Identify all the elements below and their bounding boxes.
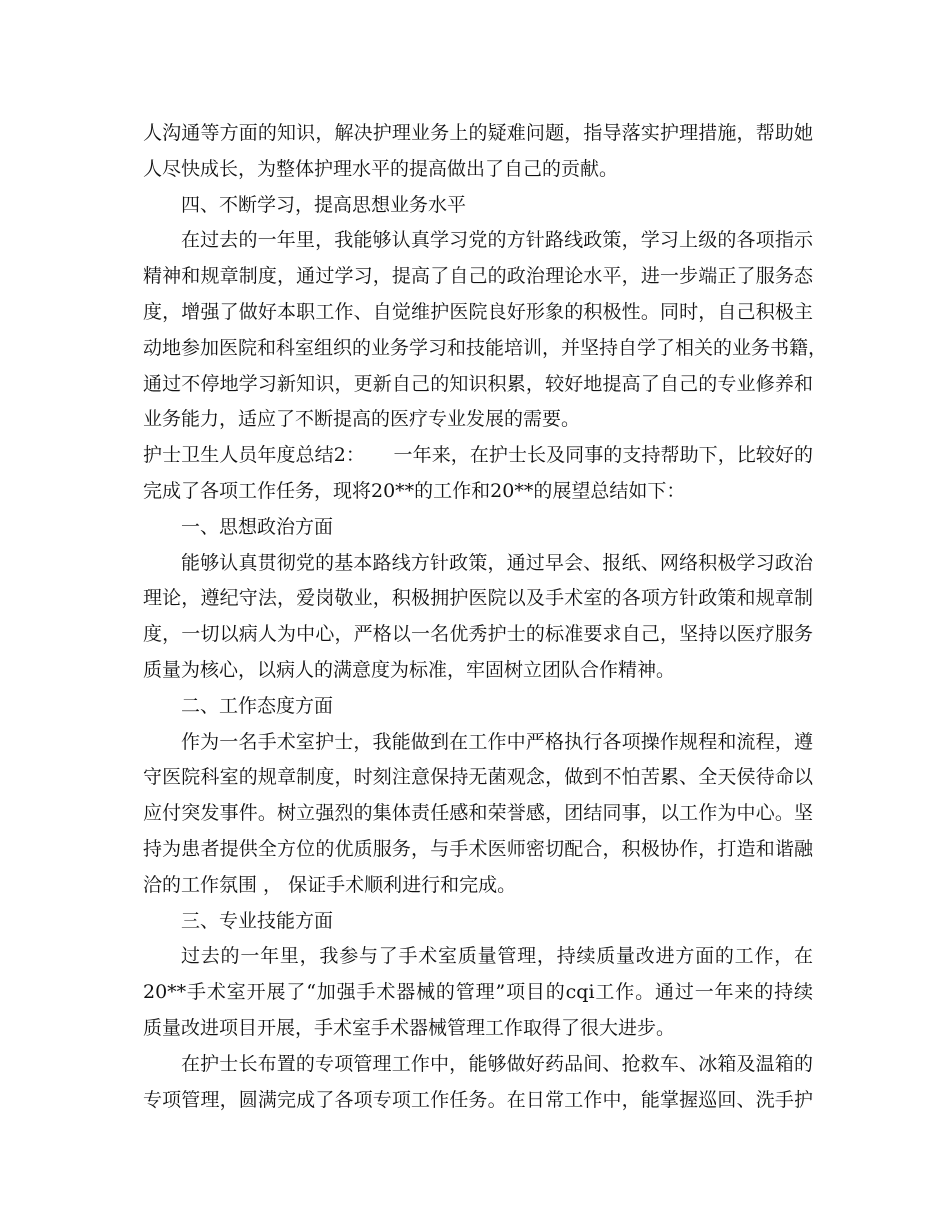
text-line: 完成了各项工作任务，现将20**的工作和20**的展望总结如下： bbox=[143, 479, 686, 502]
section-heading: 三、专业技能方面 bbox=[181, 909, 334, 932]
text-line: 度，一切以病人为中心，严格以一名优秀护士的标准要求自己，坚持以医疗服务 bbox=[143, 623, 813, 646]
text-line: 质量为核心，以病人的满意度为标准，牢固树立团队合作精神。 bbox=[143, 658, 676, 681]
text-line: 持为患者提供全方位的优质服务，与手术医师密切配合，积极协作，打造和谐融 bbox=[143, 837, 813, 860]
text-line: 护士卫生人员年度总结2： 一年来，在护士长及同事的支持帮助下，比较好的 bbox=[143, 444, 813, 467]
text-line: 理论，遵纪守法，爱岗敬业，积极拥护医院以及手术室的各项方针政策和规章制 bbox=[143, 587, 813, 610]
text-line: 人尽快成长，为整体护理水平的提高做出了自己的贡献。 bbox=[143, 157, 619, 180]
document-body bbox=[143, 116, 828, 1118]
text-line: 在过去的一年里，我能够认真学习党的方针路线政策，学习上级的各项指示 bbox=[181, 229, 813, 252]
text-line: 在护士长布置的专项管理工作中，能够做好药品间、抢救车、冰箱及温箱的 bbox=[181, 1052, 813, 1075]
text-line: 作为一名手术室护士，我能做到在工作中严格执行各项操作规程和流程，遵 bbox=[181, 730, 813, 753]
text-line: 业务能力，适应了不断提高的医疗专业发展的需要。 bbox=[143, 408, 581, 431]
text-line: 精神和规章制度，通过学习，提高了自己的政治理论水平，进一步端正了服务态 bbox=[143, 265, 813, 288]
text-line: 人沟通等方面的知识，解决护理业务上的疑难问题，指导落实护理措施，帮助她 bbox=[143, 122, 813, 144]
text-line: 专项管理，圆满完成了各项专项工作任务。在日常工作中，能掌握巡回、洗手护 bbox=[143, 1088, 813, 1111]
text-line: 能够认真贯彻党的基本路线方针政策，通过早会、报纸、网络积极学习政治 bbox=[181, 551, 813, 574]
text-line: 守医院科室的规章制度，时刻注意保持无菌观念，做到不怕苦累、全天侯待命以 bbox=[143, 766, 813, 789]
section-heading: 一、思想政治方面 bbox=[181, 515, 334, 538]
text-line: 质量改进项目开展，手术室手术器械管理工作取得了很大进步。 bbox=[143, 1016, 676, 1039]
text-line: 通过不停地学习新知识，更新自己的知识积累，较好地提高了自己的专业修养和 bbox=[143, 372, 813, 395]
text-line: 20**手术室开展了“加强手术器械的管理”项目的cqi工作。通过一年来的持续 bbox=[143, 981, 813, 1004]
text-line: 应付突发事件。树立强烈的集体责任感和荣誉感，团结同事，以工作为中心。坚 bbox=[143, 802, 813, 825]
section-heading: 二、工作态度方面 bbox=[181, 694, 334, 717]
section-heading: 四、不断学习，提高思想业务水平 bbox=[181, 193, 467, 216]
text-line: 过去的一年里，我参与了手术室质量管理，持续质量改进方面的工作，在 bbox=[181, 945, 813, 968]
text-line: 度，增强了做好本职工作、自觉维护医院良好形象的积极性。同时，自己积极主 bbox=[143, 300, 813, 323]
text-line: 洽的工作氛围 ， 保证手术顺利进行和完成。 bbox=[143, 873, 517, 896]
text-line: 动地参加医院和科室组织的业务学习和技能培训，并坚持自学了相关的业务书籍， bbox=[143, 336, 828, 359]
